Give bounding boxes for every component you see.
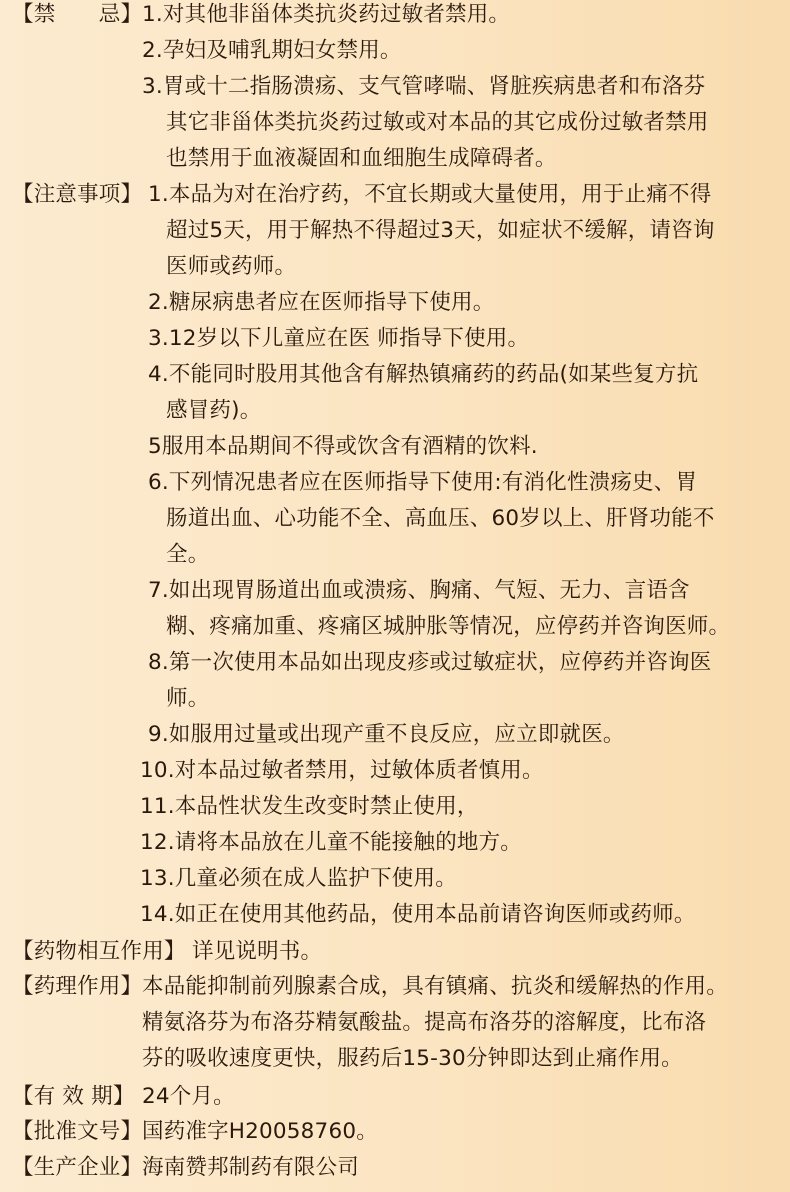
precaution-line: 1.本品为对在治疗药，不宜长期或大量使用，用于止痛不得 bbox=[148, 182, 712, 207]
manufacturer-label: 【生产企业】 bbox=[12, 1155, 143, 1180]
precaution-line: 肠道出血、心功能不全、高血压、60岁以上、肝肾功能不 bbox=[166, 506, 715, 531]
precaution-line: 感冒药)。 bbox=[166, 398, 262, 423]
validity-text: 24个月。 bbox=[142, 1084, 235, 1109]
precaution-line: 8.第一次使用本品如出现皮疹或过敏症状，应停药并咨询医 bbox=[148, 650, 712, 675]
contraindication-line: 3.胃或十二指肠溃疡、支气管哮喘、肾脏疾病患者和布洛芬 bbox=[142, 74, 706, 99]
approval-text: 国药准字H20058760。 bbox=[142, 1119, 378, 1144]
manufacturer-text: 海南赞邦制药有限公司 bbox=[142, 1155, 360, 1180]
precaution-line: 7.如出现胃肠道出血或溃疡、胸痛、气短、无力、言语含 bbox=[148, 578, 690, 603]
precaution-line: 11.本品性状发生改变时禁止使用， bbox=[140, 794, 479, 819]
precaution-line: 4.不能同时股用其他含有解热镇痛药的药品(如某些复方抗 bbox=[148, 362, 699, 387]
precaution-line: 5服用本品期间不得或饮含有酒精的饮料. bbox=[148, 434, 538, 459]
precaution-line: 师。 bbox=[166, 686, 210, 711]
precaution-line: 10.对本品过敏者禁用，过敏体质者慎用。 bbox=[140, 758, 544, 783]
precaution-line: 9.如服用过量或出现产重不良反应，应立即就医。 bbox=[148, 722, 625, 747]
pharmacology-line: 本品能抑制前列腺素合成，具有镇痛、抗炎和缓解热的作用。 bbox=[142, 974, 728, 999]
interactions-text: 详见说明书。 bbox=[192, 939, 323, 964]
precaution-line: 3.12岁以下儿童应在医 师指导下使用。 bbox=[148, 326, 530, 351]
interactions-label: 【药物相互作用】 bbox=[12, 939, 186, 964]
precaution-line: 2.糖尿病患者应在医师指导下使用。 bbox=[148, 290, 495, 315]
validity-label: 【有 效 期】 bbox=[12, 1084, 135, 1109]
pharmacology-line: 芬的吸收速度更快，服药后15-30分钟即达到止痛作用。 bbox=[142, 1046, 683, 1071]
pharmacology-label: 【药理作用】 bbox=[12, 974, 143, 999]
contraindication-line: 也禁用于血液凝固和血细胞生成障碍者。 bbox=[166, 146, 557, 171]
precaution-line: 14.如正在使用其他药品，使用本品前请咨询医师或药师。 bbox=[140, 902, 696, 927]
precaution-line: 6.下列情况患者应在医师指导下使用:有消化性溃疡史、胃 bbox=[148, 470, 698, 495]
precaution-line: 12.请将本品放在儿童不能接触的地方。 bbox=[140, 830, 522, 855]
contraindication-line: 1.对其他非甾体类抗炎药过敏者禁用。 bbox=[142, 2, 511, 27]
approval-label: 【批准文号】 bbox=[12, 1119, 143, 1144]
contraindications-label: 【禁 忌】 bbox=[12, 2, 143, 27]
precaution-line: 13.几童必须在成人监护下使用。 bbox=[140, 866, 457, 891]
precaution-line: 全。 bbox=[166, 542, 210, 567]
pharmacology-line: 精氨洛芬为布洛芬精氨酸盐。提高布洛芬的溶解度，比布洛 bbox=[142, 1010, 707, 1035]
contraindication-line: 2.孕妇及哺乳期妇女禁用。 bbox=[142, 38, 402, 63]
contraindication-line: 其它非甾体类抗炎药过敏或对本品的其它成份过敏者禁用 bbox=[166, 110, 709, 135]
precautions-label: 【注意事项】 bbox=[12, 182, 143, 207]
precaution-line: 医师或药师。 bbox=[166, 254, 297, 279]
precaution-line: 糊、疼痛加重、疼痛区城肿胀等情况，应停药并咨询医师。 bbox=[166, 614, 731, 639]
precaution-line: 超过5天，用于解热不得超过3天，如症状不缓解，请咨询 bbox=[166, 218, 715, 243]
